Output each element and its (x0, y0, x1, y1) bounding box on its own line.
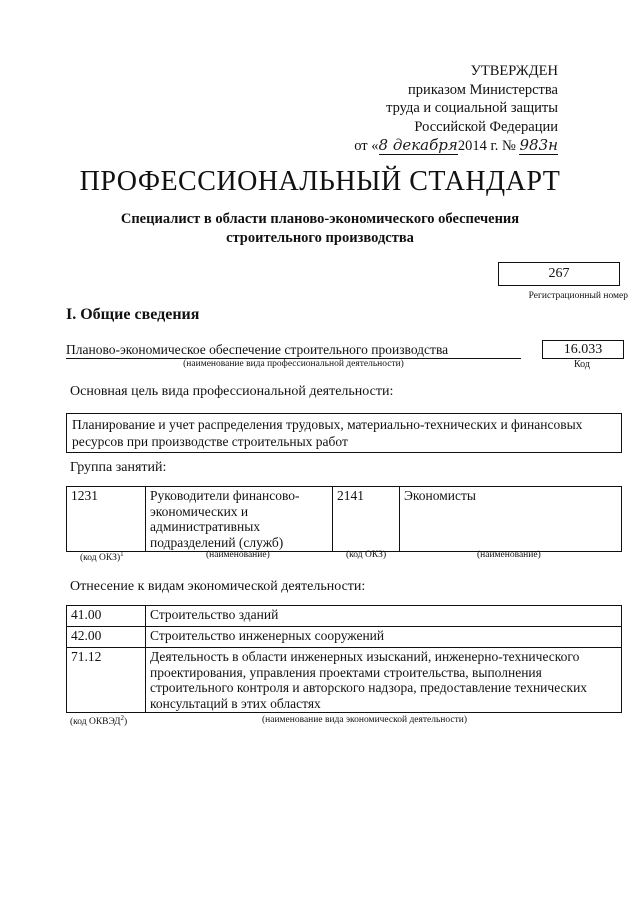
okved-code-cell: 42.00 (67, 627, 146, 648)
document-title: ПРОФЕССИОНАЛЬНЫЙ СТАНДАРТ (79, 166, 561, 197)
goal-box: Планирование и учет распределения трудовых, материально-технических и финансовых ресурсов при производстве строительных работ (66, 413, 622, 453)
order-year: 2014 г. № (457, 138, 516, 154)
approval-stamp (298, 62, 558, 156)
registration-number-label: Регистрационный номер (528, 291, 628, 301)
handwritten-date: 8 декабря (378, 136, 458, 154)
activity-code-box: 16.033 (542, 340, 624, 359)
economic-activity-name-caption: (наименование вида экономической деятельности) (262, 715, 467, 725)
activity-name-caption: (наименование вида профессиональной деятельности) (183, 359, 404, 369)
economic-activity-name-cell: Деятельность в области инженерных изысканий, инженерно-технического проектирования, управления проектами строительства, выполнения строительного контроля и авторского надзора, предоставление технических консультаций в этих областях (146, 648, 622, 713)
handwritten-order-number: 983н (519, 136, 558, 154)
activity-name: Планово-экономическое обеспечение строительного производства (66, 341, 521, 359)
table-row (67, 606, 622, 627)
okved-code-cell: 41.00 (67, 606, 146, 627)
economic-activity-name-cell: Строительство инженерных сооружений (146, 627, 622, 648)
approval-date-line (298, 136, 558, 156)
okved-code-caption: (код ОКВЭД$^2$) (70, 714, 128, 728)
okved-code-cell: 71.12 (67, 648, 146, 713)
subtitle-line-1: Специалист в области планово-экономического обеспечения (120, 211, 520, 227)
occupation-name-cell: Экономисты (400, 487, 622, 552)
registration-number-box: 267 (498, 262, 620, 286)
approval-line-2: труда и социальной защиты (386, 100, 558, 116)
approval-line-1: приказом Министерства (408, 81, 558, 98)
economic-activity-label: Отнесение к видам экономической деятельности: (70, 579, 366, 594)
activity-code-caption: Код (574, 359, 590, 370)
okz-code-cell: 2141 (333, 487, 400, 552)
subtitle-line-2: строительного производства (226, 230, 414, 246)
goal-label: Основная цель вида профессиональной деятельности: (70, 384, 394, 399)
economic-activity-table (66, 605, 622, 713)
occupation-group-table (66, 486, 622, 552)
approval-title: УТВЕРЖДЕН (470, 63, 558, 79)
occupation-name-cell: Руководители финансово-экономических и административных подразделений (служб) (146, 487, 333, 552)
table-row (67, 487, 622, 552)
okz-code-cell: 1231 (67, 487, 146, 552)
occupation-name-caption: (наименование) (206, 550, 270, 560)
occupation-group-label: Группа занятий: (70, 460, 167, 475)
table-row (67, 627, 622, 648)
economic-activity-name-cell: Строительство зданий (146, 606, 622, 627)
occupation-name-caption-2: (наименование) (477, 550, 541, 560)
okz-code-caption: (код ОКЗ)$^1$ (80, 550, 124, 564)
okz-code-caption-2: (код ОКЗ) (346, 550, 387, 560)
approval-line-3: Российской Федерации (414, 118, 558, 135)
date-prefix: от « (354, 138, 379, 154)
section-title: I. Общие сведения (66, 306, 200, 323)
document-subtitle (60, 210, 580, 248)
table-row (67, 648, 622, 713)
